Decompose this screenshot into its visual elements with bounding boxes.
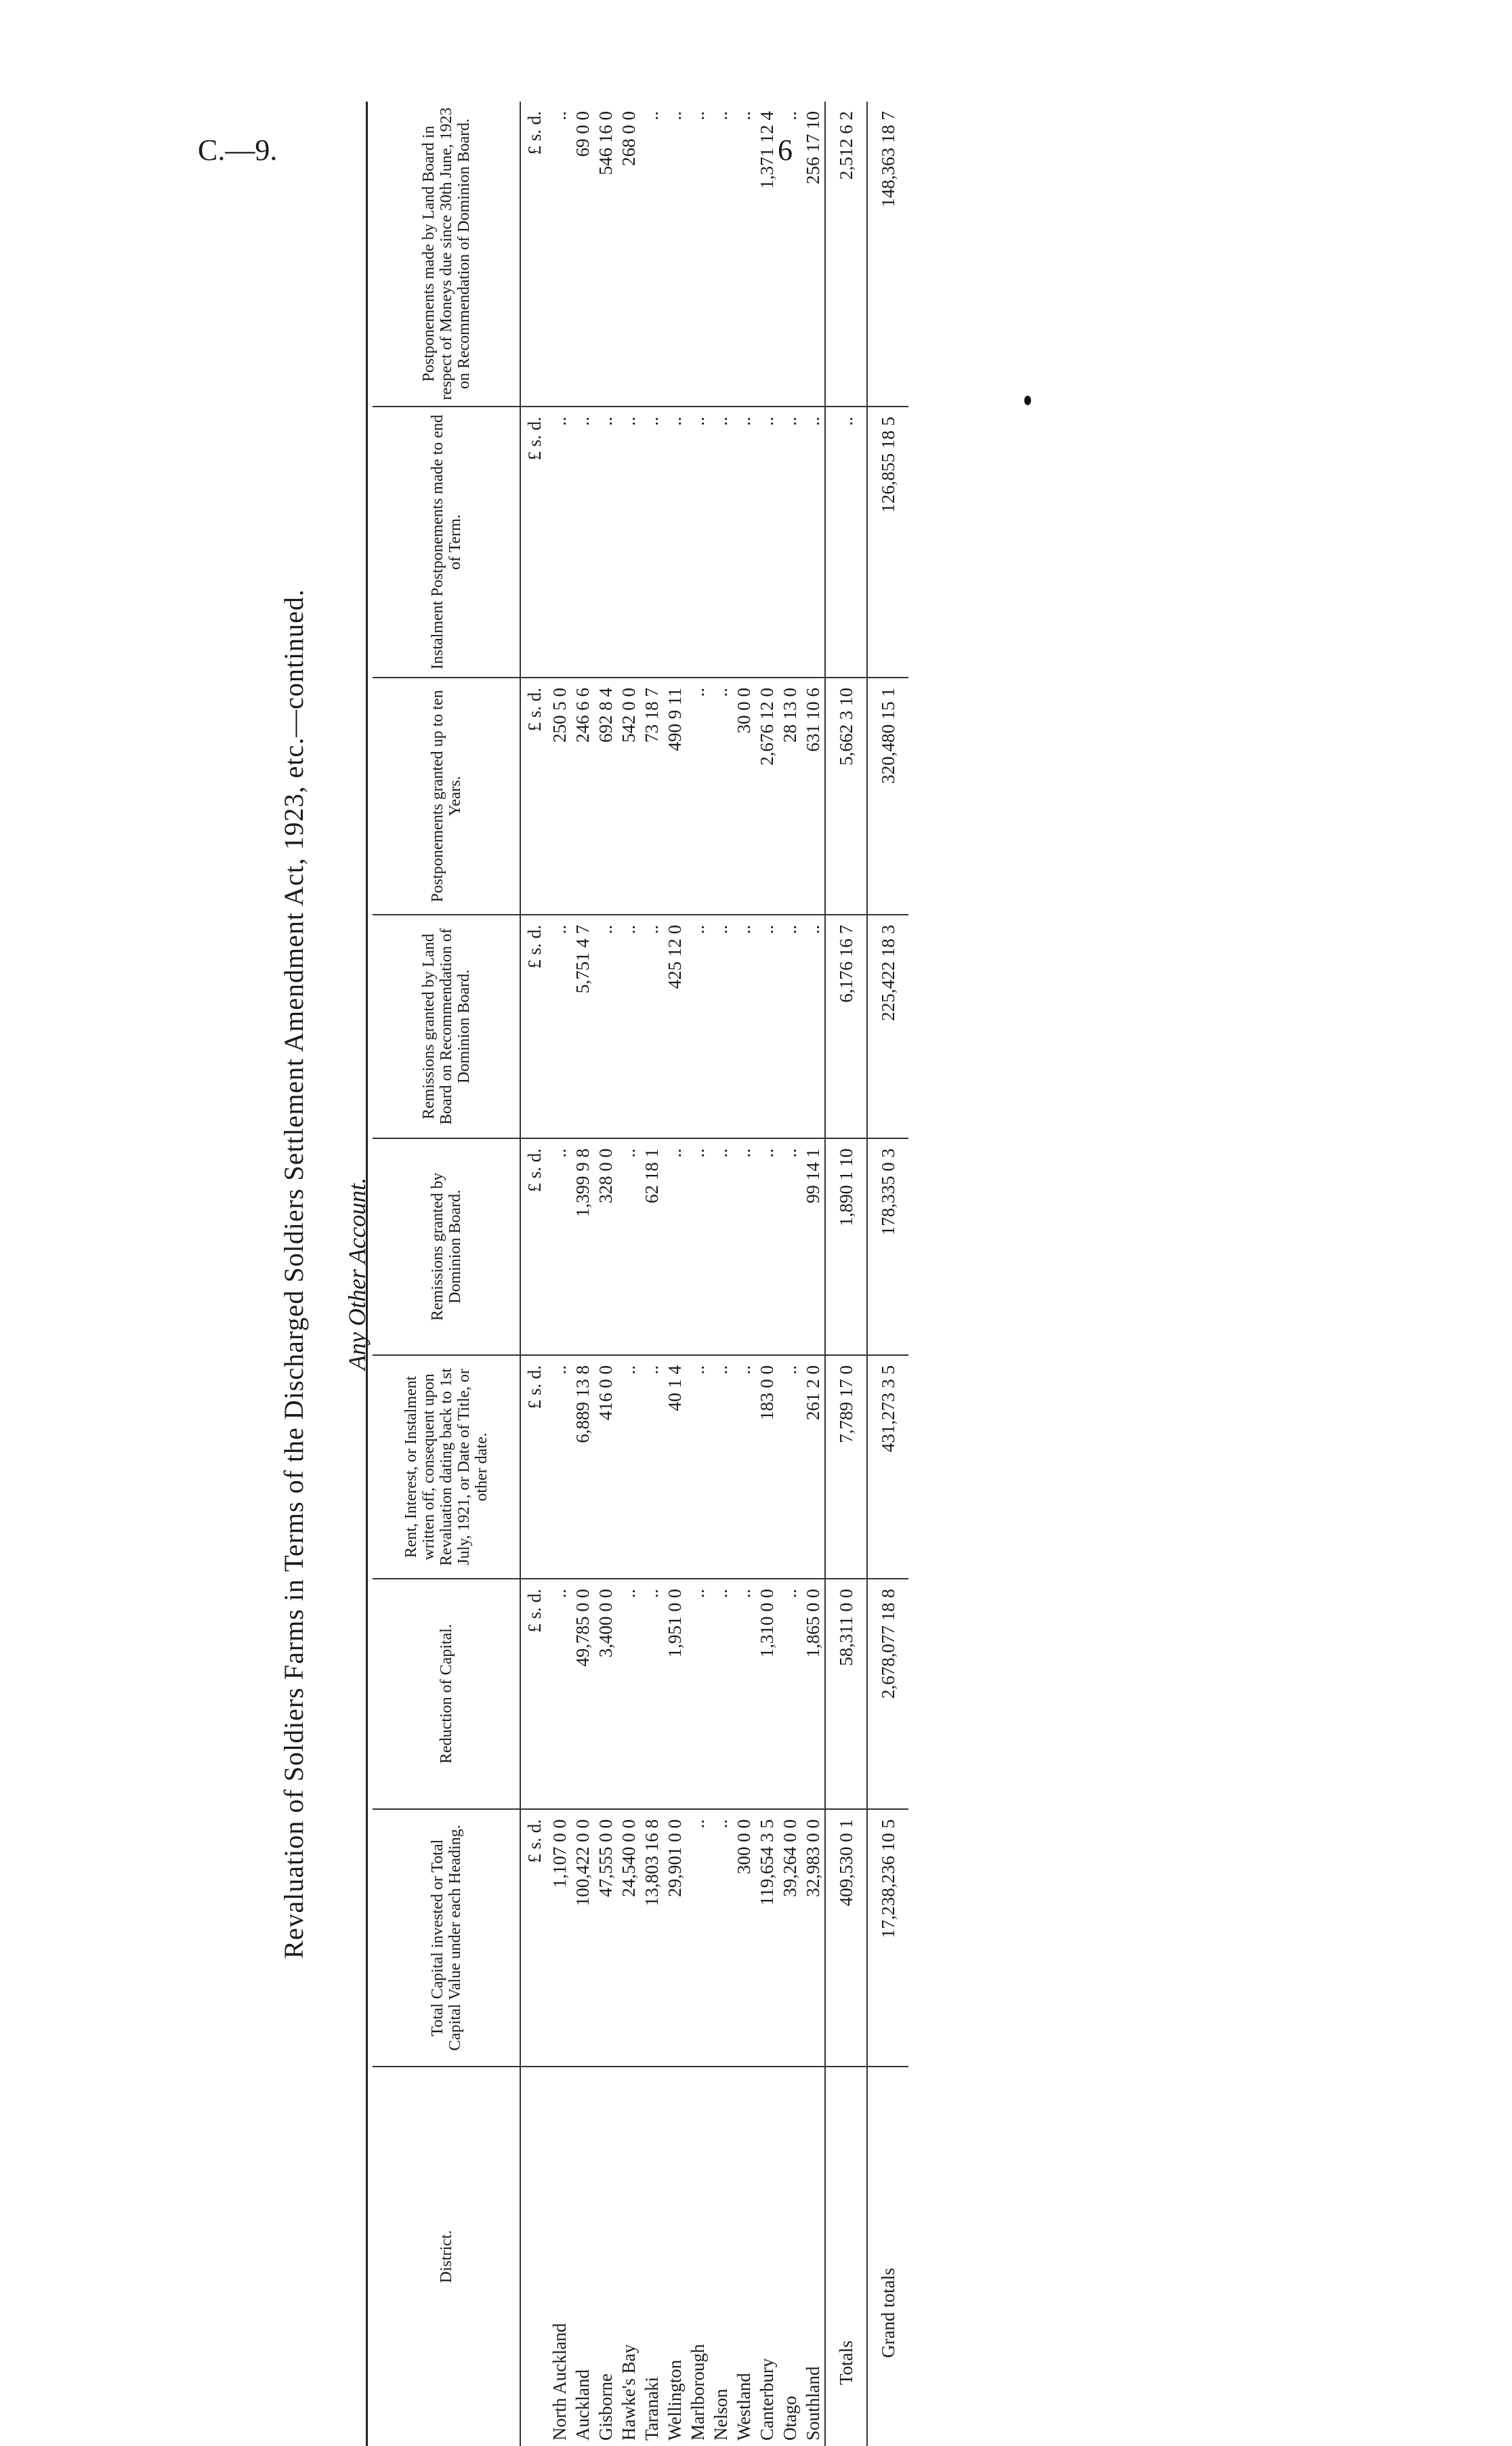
- value-cell: 1,865 0 0: [801, 1579, 825, 1809]
- value-cell: 1,310 0 0: [755, 1579, 778, 1809]
- table-row: [640, 102, 663, 2446]
- value-cell: 183 0 0: [755, 1355, 778, 1579]
- value-cell: 246 6 6: [571, 678, 594, 915]
- value-cell: ..: [709, 1579, 732, 1809]
- value-cell: ..: [778, 407, 801, 678]
- value-cell: ..: [732, 407, 755, 678]
- value-cell: 3,400 0 0: [594, 1579, 617, 1809]
- value-cell: 148,363 18 7: [867, 102, 908, 407]
- value-cell: ..: [640, 1579, 663, 1809]
- table-row: [778, 102, 801, 2446]
- col-header-postponements-land-board: Postponements made by Land Board in respect of Moneys due since 30th June, 1923 on Recommendation of Dominion Board.: [373, 102, 520, 407]
- value-cell: ..: [640, 915, 663, 1138]
- value-cell: ..: [732, 915, 755, 1138]
- units-blank: [520, 2067, 548, 2446]
- table-subtitle: Any Other Account.: [343, 1177, 371, 1371]
- value-cell: 58,311 0 0: [825, 1579, 867, 1809]
- table-row: [617, 102, 640, 2446]
- value-cell: 40 1 4: [663, 1355, 686, 1579]
- value-cell: ..: [686, 1355, 709, 1579]
- value-cell: ..: [732, 102, 755, 407]
- value-cell: 39,264 0 0: [778, 1809, 801, 2067]
- district-cell: Otago: [780, 2396, 800, 2441]
- value-cell: 99 14 1: [801, 1138, 825, 1355]
- value-cell: 490 9 11: [663, 678, 686, 915]
- value-cell: 2,676 12 0: [755, 678, 778, 915]
- district-cell: Westland: [734, 2373, 754, 2441]
- value-cell: ..: [548, 1355, 571, 1579]
- value-cell: 256 17 10: [801, 102, 825, 407]
- district-cell: Auckland: [572, 2369, 593, 2441]
- header-row: [373, 102, 520, 2446]
- col-header-written-off: Rent, Interest, or Instalment written off, consequent upon Revaluation dating back to 1st July, 1921, or Date of Title, or other date.: [373, 1355, 520, 1579]
- units-cell: £ s. d.: [520, 407, 548, 678]
- value-cell: ..: [686, 1579, 709, 1809]
- value-cell: ..: [709, 678, 732, 915]
- value-cell: 300 0 0: [732, 1809, 755, 2067]
- col-header-remissions-land-board: Remissions granted by Land Board on Recommendation of Dominion Board.: [373, 915, 520, 1138]
- value-cell: ..: [778, 1138, 801, 1355]
- value-cell: 1,107 0 0: [548, 1809, 571, 2067]
- value-cell: 225,422 18 3: [867, 915, 908, 1138]
- value-cell: 542 0 0: [617, 678, 640, 915]
- table-row: [663, 102, 686, 2446]
- value-cell: ..: [732, 1355, 755, 1579]
- value-cell: 17,238,236 10 5: [867, 1809, 908, 2067]
- value-cell: ..: [617, 1579, 640, 1809]
- value-cell: ..: [755, 1138, 778, 1355]
- units-cell: £ s. d.: [520, 1809, 548, 2067]
- district-cell: Gisborne: [595, 2374, 616, 2441]
- units-cell: £ s. d.: [520, 1579, 548, 1809]
- value-cell: ..: [732, 1579, 755, 1809]
- district-cell: Marlborough: [688, 2344, 708, 2441]
- value-cell: ..: [548, 915, 571, 1138]
- col-header-remissions-dominion: Remissions granted by Dominion Board.: [373, 1138, 520, 1355]
- value-cell: ..: [778, 102, 801, 407]
- value-cell: 320,480 15 1: [867, 678, 908, 915]
- value-cell: 2,678,077 18 8: [867, 1579, 908, 1809]
- value-cell: 13,803 16 8: [640, 1809, 663, 2067]
- value-cell: ..: [617, 1355, 640, 1579]
- value-cell: 119,654 3 5: [755, 1809, 778, 2067]
- col-header-reduction: Reduction of Capital.: [373, 1579, 520, 1809]
- value-cell: ..: [663, 1138, 686, 1355]
- value-cell: ..: [548, 1138, 571, 1355]
- value-cell: 425 12 0: [663, 915, 686, 1138]
- value-cell: 28 13 0: [778, 678, 801, 915]
- value-cell: 73 18 7: [640, 678, 663, 915]
- district-cell: Hawke's Bay: [618, 2344, 639, 2441]
- value-cell: ..: [709, 407, 732, 678]
- value-cell: 416 0 0: [594, 1355, 617, 1579]
- value-cell: 6,176 16 7: [825, 915, 867, 1138]
- value-cell: 100,422 0 0: [571, 1809, 594, 2067]
- value-cell: ..: [686, 1809, 709, 2067]
- value-cell: ..: [709, 102, 732, 407]
- page-number: 6: [778, 133, 793, 167]
- district-cell: Nelson: [711, 2388, 731, 2441]
- page-reference: C.—9.: [198, 133, 278, 167]
- table-row: [548, 102, 571, 2446]
- value-cell: 328 0 0: [594, 1138, 617, 1355]
- value-cell: 261 2 0: [801, 1355, 825, 1579]
- value-cell: ..: [778, 1355, 801, 1579]
- value-cell: 30 0 0: [732, 678, 755, 915]
- value-cell: ..: [755, 915, 778, 1138]
- value-cell: ..: [594, 915, 617, 1138]
- units-cell: £ s. d.: [520, 1355, 548, 1579]
- table-row: [571, 102, 594, 2446]
- units-cell: £ s. d.: [520, 1138, 548, 1355]
- col-header-instalment-postponements: Instalment Postponements made to end of Term.: [373, 407, 520, 678]
- value-cell: 178,335 0 3: [867, 1138, 908, 1355]
- value-cell: ..: [663, 102, 686, 407]
- value-cell: ..: [686, 102, 709, 407]
- value-cell: 29,901 0 0: [663, 1809, 686, 2067]
- value-cell: ..: [778, 1579, 801, 1809]
- units-row: [520, 102, 548, 2446]
- table-row: [755, 102, 778, 2446]
- col-header-district: District.: [373, 2067, 520, 2446]
- rotated-table-block: [278, 102, 1429, 2446]
- value-cell: 32,983 0 0: [801, 1809, 825, 2067]
- value-cell: 5,662 3 10: [825, 678, 867, 915]
- table-row: [709, 102, 732, 2446]
- value-cell: ..: [548, 1579, 571, 1809]
- value-cell: ..: [594, 407, 617, 678]
- value-cell: ..: [548, 102, 571, 407]
- district-cell: Totals: [825, 2067, 867, 2446]
- value-cell: 62 18 1: [640, 1138, 663, 1355]
- table-row: [732, 102, 755, 2446]
- value-cell: ..: [755, 407, 778, 678]
- value-cell: 631 10 6: [801, 678, 825, 915]
- district-cell: Canterbury: [757, 2358, 777, 2441]
- value-cell: 1,371 12 4: [755, 102, 778, 407]
- col-header-total-capital: Total Capital invested or Total Capital Value under each Heading.: [373, 1809, 520, 2067]
- col-header-postponements-ten: Postponements granted up to ten Years.: [373, 678, 520, 915]
- totals-row: [825, 102, 867, 2446]
- value-cell: ..: [778, 915, 801, 1138]
- value-cell: ..: [686, 678, 709, 915]
- value-cell: ..: [801, 915, 825, 1138]
- table-row: [686, 102, 709, 2446]
- top-rule: [366, 102, 368, 2446]
- value-cell: ..: [825, 407, 867, 678]
- value-cell: 49,785 0 0: [571, 1579, 594, 1809]
- table-row: [801, 102, 825, 2446]
- value-cell: ..: [709, 1355, 732, 1579]
- units-cell: £ s. d.: [520, 678, 548, 915]
- value-cell: 431,273 3 5: [867, 1355, 908, 1579]
- value-cell: ..: [801, 407, 825, 678]
- value-cell: 546 16 0: [594, 102, 617, 407]
- value-cell: ..: [686, 407, 709, 678]
- value-cell: 409,530 0 1: [825, 1809, 867, 2067]
- district-cell: Southland: [803, 2366, 823, 2441]
- district-cell: North Auckland: [549, 2323, 570, 2441]
- table-row: [594, 102, 617, 2446]
- value-cell: 268 0 0: [617, 102, 640, 407]
- value-cell: 69 0 0: [571, 102, 594, 407]
- value-cell: ..: [548, 407, 571, 678]
- value-cell: 692 8 4: [594, 678, 617, 915]
- value-cell: 1,951 0 0: [663, 1579, 686, 1809]
- value-cell: 126,855 18 5: [867, 407, 908, 678]
- value-cell: 47,555 0 0: [594, 1809, 617, 2067]
- grand-totals-row: [867, 102, 908, 2446]
- value-cell: ..: [732, 1138, 755, 1355]
- revaluation-table: [373, 102, 908, 2446]
- value-cell: 6,889 13 8: [571, 1355, 594, 1579]
- value-cell: ..: [709, 1809, 732, 2067]
- value-cell: ..: [617, 1138, 640, 1355]
- value-cell: ..: [686, 1138, 709, 1355]
- district-cell: Taranaki: [642, 2376, 662, 2441]
- value-cell: 1,890 1 10: [825, 1138, 867, 1355]
- value-cell: 5,751 4 7: [571, 915, 594, 1138]
- district-cell: Wellington: [665, 2359, 685, 2441]
- units-cell: £ s. d.: [520, 915, 548, 1138]
- value-cell: ..: [640, 102, 663, 407]
- table-title: Revaluation of Soldiers Farms in Terms of the Discharged Soldiers Settlement Amendment Act, 1923, etc.—continued.: [278, 589, 309, 1959]
- value-cell: ..: [709, 915, 732, 1138]
- value-cell: 1,399 9 8: [571, 1138, 594, 1355]
- value-cell: 2,512 6 2: [825, 102, 867, 407]
- value-cell: ..: [571, 407, 594, 678]
- value-cell: ..: [640, 1355, 663, 1579]
- value-cell: 250 5 0: [548, 678, 571, 915]
- value-cell: ..: [686, 915, 709, 1138]
- value-cell: ..: [640, 407, 663, 678]
- value-cell: 24,540 0 0: [617, 1809, 640, 2067]
- value-cell: ..: [709, 1138, 732, 1355]
- value-cell: ..: [663, 407, 686, 678]
- value-cell: 7,789 17 0: [825, 1355, 867, 1579]
- value-cell: ..: [617, 915, 640, 1138]
- units-cell: £ s. d.: [520, 102, 548, 407]
- district-cell: Grand totals: [867, 2067, 908, 2446]
- value-cell: ..: [617, 407, 640, 678]
